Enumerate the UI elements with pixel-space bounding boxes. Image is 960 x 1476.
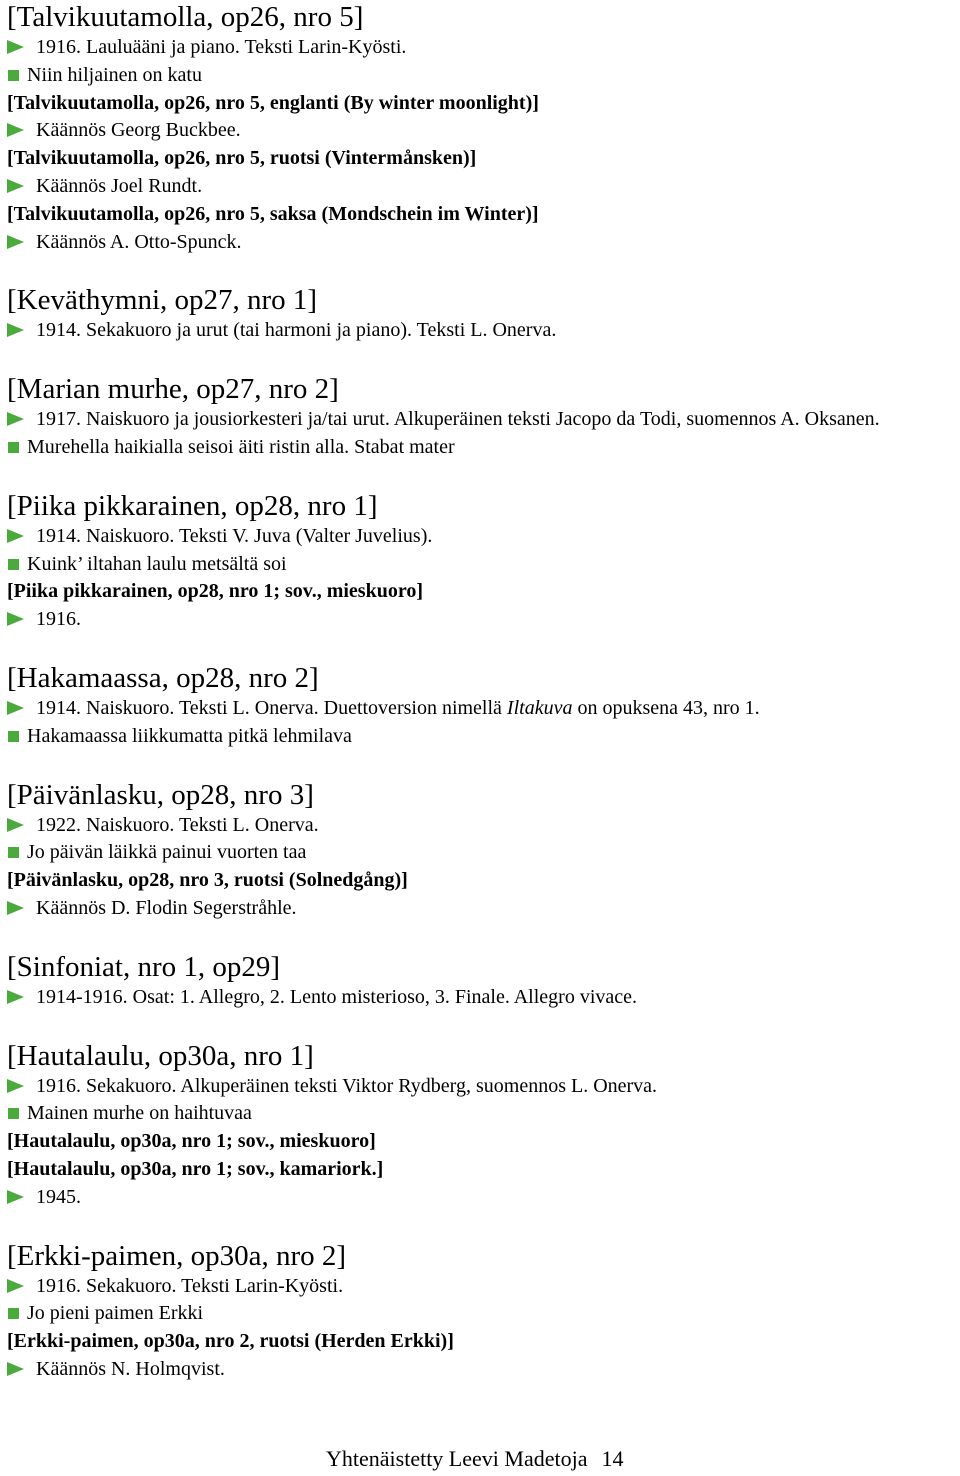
info-text-pre: 1914. Naiskuoro. Teksti L. Onerva. Duettoversion nimellä [36,696,507,719]
incipit-line [7,1100,957,1128]
info-line [7,34,957,62]
incipit-line [7,839,957,867]
work-section [7,489,957,634]
arrow-bullet-icon [7,412,24,426]
info-line [7,606,957,634]
work-title: [Erkki-paimen, op30a, nro 2] [7,1239,347,1272]
info-line [7,406,957,434]
info-text: Käännös Joel Rundt. [36,174,203,197]
info-text: 1945. [36,1185,81,1208]
section-gap [7,1212,957,1239]
section-gap [7,345,957,372]
work-title: [Hautalaulu, op30a, nro 1] [7,1039,314,1072]
arrow-bullet-icon [7,990,24,1004]
work-section [7,1039,957,1212]
arrow-bullet-icon [7,612,24,626]
work-title: [Talvikuutamolla, op26, nro 5] [7,1,364,33]
info-line [7,984,957,1012]
work-title: [Keväthymni, op27, nro 1] [7,284,318,317]
work-title: [Hakamaassa, op28, nro 2] [7,661,319,694]
section-gap [7,923,957,950]
square-bullet-icon [8,442,19,453]
work-section [7,372,957,462]
info-text: 1916. Lauluääni ja piano. Teksti Larin-Kyösti. [36,36,407,58]
info-text: 1914. Naiskuoro. Teksti V. Juva (Valter Juvelius). [36,524,433,547]
version-heading: [Talvikuutamolla, op26, nro 5, ruotsi (Vintermånsken)] [7,147,477,170]
info-text: Käännös Georg Buckbee. [36,119,241,142]
work-section [7,1239,957,1384]
incipit-text: Niin hiljainen on katu [27,63,202,86]
incipit-text: Kuink’ iltahan laulu metsältä soi [27,552,287,575]
footer-text: Yhtenäistetty Leevi Madetoja [326,1446,588,1471]
section-gap [7,634,957,661]
info-line [7,229,957,257]
italic-title: Iltakuva [506,696,573,719]
work-section [7,950,957,1012]
arrow-bullet-icon [7,1190,24,1204]
info-text: 1917. Naiskuoro ja jousiorkesteri ja/tai urut. Alkuperäinen teksti Jacopo da Todi, suomennos A. Oksanen. [36,408,880,431]
page-number: 14 [601,1446,624,1471]
incipit-text: Murehella haikialla seisoi äiti ristin alla. Stabat mater [27,435,455,458]
info-text: 1916. [36,608,81,631]
incipit-line [7,434,957,462]
square-bullet-icon [8,731,19,742]
info-text: 1916. Sekakuoro. Alkuperäinen teksti Viktor Rydberg, suomennos L. Onerva. [36,1074,658,1097]
info-line [7,695,957,723]
section-gap [7,462,957,489]
info-text-post: on opuksena 43, nro 1. [572,696,760,719]
square-bullet-icon [8,1108,19,1119]
arrow-bullet-icon [7,123,24,137]
square-bullet-icon [8,70,19,81]
work-title: [Piika pikkarainen, op28, nro 1] [7,489,378,522]
info-line [7,1184,957,1212]
work-section [7,778,957,923]
work-title: [Marian murhe, op27, nro 2] [7,373,339,406]
info-text: Käännös N. Holmqvist. [36,1357,225,1380]
info-text: Käännös D. Flodin Segerstråhle. [36,896,297,919]
arrow-bullet-icon [7,901,24,915]
info-line [7,1356,957,1384]
incipit-text: Mainen murhe on haihtuvaa [27,1102,252,1125]
version-heading: [Hautalaulu, op30a, nro 1; sov., kamariork.] [7,1157,384,1180]
arrow-bullet-icon [7,179,24,193]
incipit-line [7,723,957,751]
version-heading: [Talvikuutamolla, op26, nro 5, saksa (Mondschein im Winter)] [7,202,539,225]
info-text: 1914-1916. Osat: 1. Allegro, 2. Lento misterioso, 3. Finale. Allegro vivace. [36,985,638,1008]
info-text: Käännös A. Otto-Spunck. [36,230,242,253]
work-section [7,661,957,751]
version-heading: [Päivänlasku, op28, nro 3, ruotsi (Solnedgång)] [7,869,408,892]
info-line [7,523,957,551]
arrow-bullet-icon [7,818,24,832]
info-line [7,812,957,840]
arrow-bullet-icon [7,1079,24,1093]
work-title: [Päivänlasku, op28, nro 3] [7,778,314,811]
section-gap [7,256,957,283]
info-line [7,895,957,923]
info-line [7,1273,957,1301]
incipit-line [7,62,957,90]
square-bullet-icon [8,559,19,570]
square-bullet-icon [8,847,19,858]
arrow-bullet-icon [7,323,24,337]
incipit-line [7,1300,957,1328]
version-heading: [Piika pikkarainen, op28, nro 1; sov., mieskuoro] [7,580,423,603]
arrow-bullet-icon [7,529,24,543]
section-gap [7,1012,957,1039]
info-line [7,173,957,201]
arrow-bullet-icon [7,235,24,249]
info-text: 1914. Sekakuoro ja urut (tai harmoni ja piano). Teksti L. Onerva. [36,319,557,342]
incipit-line [7,551,957,579]
arrow-bullet-icon [7,1362,24,1376]
work-section [7,283,957,345]
info-line [7,317,957,345]
info-text: 1922. Naiskuoro. Teksti L. Onerva. [36,813,319,836]
info-line [7,1073,957,1101]
info-text [36,695,760,723]
section-gap [7,751,957,778]
work-title: [Sinfoniat, nro 1, op29] [7,950,281,983]
document-page [7,0,957,1384]
work-section [7,0,957,256]
info-line [7,117,957,145]
square-bullet-icon [8,1308,19,1319]
arrow-bullet-icon [7,40,24,54]
page-footer [326,1444,623,1474]
version-heading: [Talvikuutamolla, op26, nro 5, englanti (By winter moonlight)] [7,91,539,114]
arrow-bullet-icon [7,701,24,715]
incipit-text: Hakamaassa liikkumatta pitkä lehmilava [27,724,352,747]
info-text: 1916. Sekakuoro. Teksti Larin-Kyösti. [36,1274,344,1297]
incipit-text: Jo pieni paimen Erkki [27,1302,204,1325]
version-heading: [Erkki-paimen, op30a, nro 2, ruotsi (Herden Erkki)] [7,1330,454,1353]
arrow-bullet-icon [7,1279,24,1293]
version-heading: [Hautalaulu, op30a, nro 1; sov., mieskuoro] [7,1130,376,1153]
incipit-text: Jo päivän läikkä painui vuorten taa [27,841,307,864]
